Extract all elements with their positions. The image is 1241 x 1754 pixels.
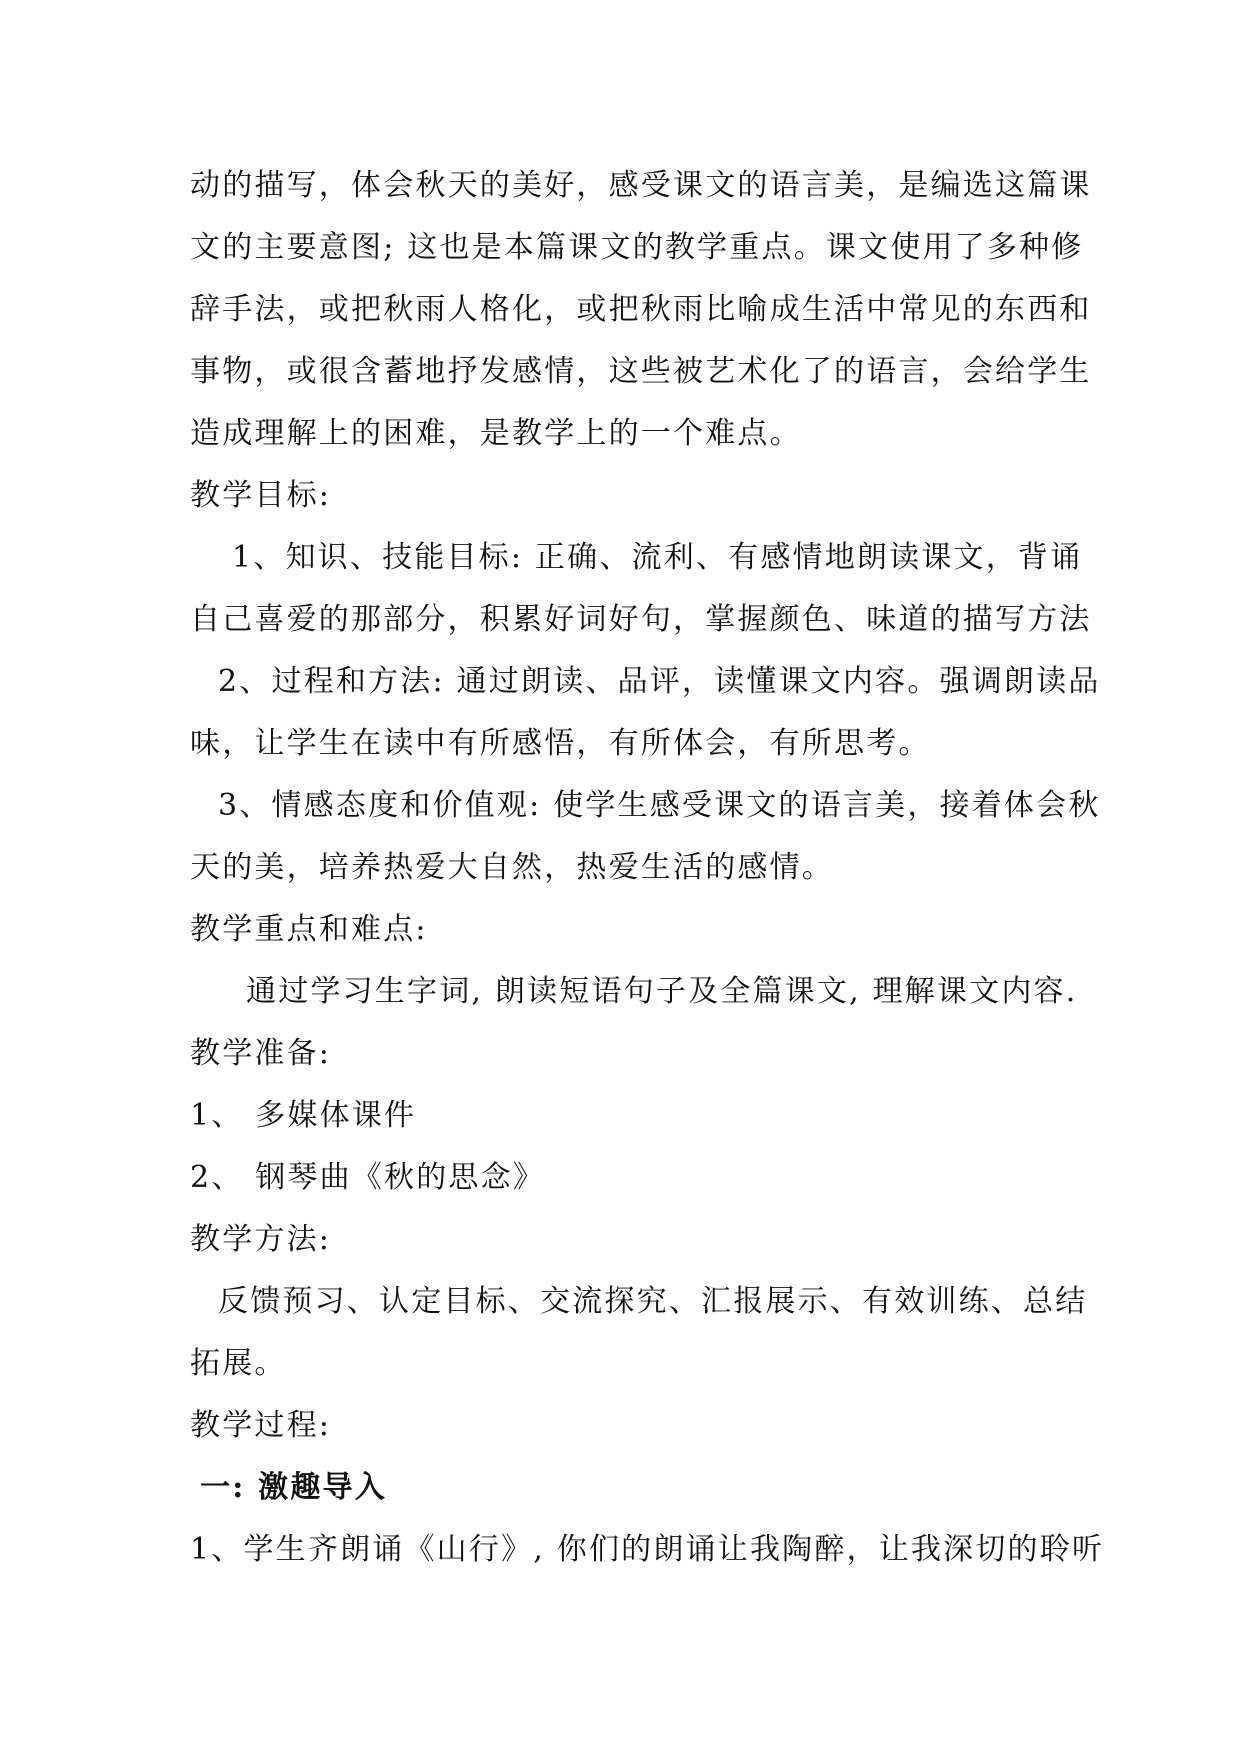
subheading-introduction: 一: 激趣导入: [200, 1470, 387, 1505]
goal-item-3-continued: 天的美，培养热爱大自然，热爱生活的感情。: [190, 850, 834, 885]
goal-item-2-continued: 味，让学生在读中有所感悟，有所体会，有所思考。: [190, 726, 931, 761]
methods-text-continued: 拓展。: [190, 1346, 287, 1381]
paragraph-line: 事物，或很含蓄地抒发感情，这些被艺术化了的语言，会给学生: [190, 354, 1092, 389]
paragraph-line: 文的主要意图; 这也是本篇课文的教学重点。课文使用了多种修: [190, 230, 1084, 265]
section-heading-teaching-goals: 教学目标:: [190, 478, 332, 513]
section-heading-process: 教学过程:: [190, 1408, 332, 1443]
paragraph-line: 辞手法，或把秋雨人格化，或把秋雨比喻成生活中常见的东西和: [190, 292, 1092, 327]
methods-text: 反馈预习、认定目标、交流探究、汇报展示、有效训练、总结: [218, 1284, 1088, 1319]
preparation-item-2: 2、 钢琴曲《秋的思念》: [190, 1160, 546, 1195]
goal-item-1-continued: 自己喜爱的那部分，积累好词好句，掌握颜色、味道的描写方法: [190, 602, 1092, 637]
goal-item-2: 2、过程和方法: 通过朗读、品评，读懂课文内容。强调朗读品: [218, 664, 1101, 699]
section-heading-key-points: 教学重点和难点:: [190, 912, 428, 947]
key-points-text: 通过学习生字词, 朗读短语句子及全篇课文, 理解课文内容.: [246, 974, 1078, 1009]
paragraph-line: 动的描写，体会秋天的美好，感受课文的语言美，是编选这篇课: [190, 168, 1092, 203]
preparation-item-1: 1、 多媒体课件: [190, 1098, 417, 1133]
process-step-1: 1、学生齐朗诵《山行》, 你们的朗诵让我陶醉，让我深切的聆听: [190, 1532, 1105, 1567]
goal-item-3: 3、情感态度和价值观: 使学生感受课文的语言美，接着体会秋: [218, 788, 1101, 823]
goal-item-1: 1、知识、技能目标: 正确、流利、有感情地朗读课文，背诵: [232, 540, 1083, 575]
section-heading-preparation: 教学准备:: [190, 1036, 332, 1071]
paragraph-line: 造成理解上的困难，是教学上的一个难点。: [190, 416, 802, 451]
section-heading-methods: 教学方法:: [190, 1222, 332, 1257]
